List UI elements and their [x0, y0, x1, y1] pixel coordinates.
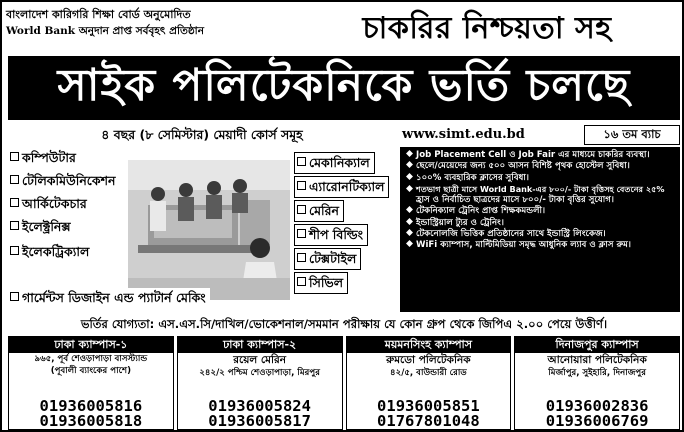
campus-mymensingh: [346, 336, 512, 430]
course-textile: টেক্সটাইল: [294, 248, 361, 270]
course-civil: সিভিল: [294, 272, 348, 294]
bullet-icon: [406, 150, 413, 157]
features-panel: [400, 147, 680, 312]
feature-item: টেকনিক্যাল ট্রেনিং প্রাপ্ত শিক্ষকমন্ডলী।: [406, 206, 676, 217]
checkbox-icon: [10, 198, 19, 207]
admission-banner: সাইক পলিটেকনিকে ভর্তি চলছে: [8, 56, 680, 120]
bullet-icon: [406, 218, 413, 225]
checkbox-icon: [10, 175, 19, 184]
campus-name: ঢাকা ক্যাম্পাস-২: [178, 337, 342, 353]
course-electronics: ইলেক্ট্রনিক্স: [8, 217, 75, 239]
course-duration-heading: ৪ বছর (৮ সেমিস্টার) মেয়াদী কোর্স সমূহ: [101, 127, 303, 142]
course-list: [8, 148, 396, 310]
course-aeronautical: এ্যারোনটিক্যাল: [294, 176, 389, 198]
campus-phone[interactable]: 01936005817: [208, 412, 311, 430]
admission-eligibility: ভর্তির যোগ্যতা: এস.এস.সি/দাখিল/ভোকেশনাল/সমমান পরীক্ষায় যে কোন গ্রুপ থেকে জিপিএ ২.০০ পেয়ে উত্তীর্ণ।: [80, 317, 608, 331]
checkbox-icon: [297, 205, 306, 214]
checkbox-icon: [10, 152, 19, 161]
feature-item: ছেলে/মেয়েদের জন্য ৫০০ আসন বিশিষ্ট পৃথক হোস্টেল সুবিধা।: [406, 161, 676, 172]
bullet-icon: [406, 185, 413, 192]
checkbox-icon: [297, 253, 306, 262]
world-bank-label: World Bank: [6, 25, 76, 37]
feature-item: WiFi ক্যাম্পাস, মাল্টিমিডিয়া সমৃদ্ধ আধুনিক ল্যাব ও ক্লাস রুম।: [406, 240, 676, 251]
course-marine: মেরিন: [294, 200, 344, 222]
website-batch-row: [400, 125, 680, 145]
website-link[interactable]: www.simt.edu.bd: [402, 127, 525, 142]
campus-phone[interactable]: 01936005816: [39, 397, 143, 415]
students-lab-illustration: [128, 160, 290, 300]
board-approval-block: [6, 6, 286, 44]
campus-phone[interactable]: 01936005824: [208, 397, 311, 415]
grant-text: অনুদান প্রাপ্ত সর্ববৃহৎ প্রতিষ্ঠান: [78, 25, 204, 37]
bullet-icon: [406, 240, 413, 247]
feature-item: শতভাগ ছাত্রী মাসে World Bank-এর ৮০০/- টাকা বৃত্তিসহ বেতনের ২৫%: [406, 184, 676, 195]
campus-dhaka-1: [8, 336, 174, 430]
checkbox-icon: [10, 221, 19, 230]
campus-address: মির্জাপুর, সুইহারি, দিনাজপুর: [548, 368, 646, 378]
checkbox-icon: [10, 246, 19, 255]
course-garments-design: গার্মেন্টস ডিজাইন এন্ড প্যাটার্ন মেকিং: [8, 288, 210, 310]
board-approval-text: বাংলাদেশ কারিগরি শিক্ষা বোর্ড অনুমোদিত: [6, 8, 191, 21]
campus-phone[interactable]: 01936005818: [39, 412, 143, 430]
campus-address: ৯৬৫, পূর্ব শেওড়াপাড়া বাসস্ট্যান্ড: [34, 354, 148, 364]
checkbox-icon: [10, 292, 19, 301]
course-mechanical: মেকানিক্যাল: [294, 152, 375, 174]
campus-phone[interactable]: 01936002836: [545, 397, 649, 415]
campus-phone[interactable]: 01936006769: [545, 412, 649, 430]
feature-item: টেকনোলজি ভিত্তিক প্রতিষ্ঠানের সাথে ইন্ডাস্ট্রি লিংকেজ।: [406, 229, 676, 240]
course-architecture: আর্কিটেকচার: [8, 194, 91, 216]
campus-address: ৪২/৫, বাউন্ডারী রোড: [390, 368, 467, 378]
checkbox-icon: [297, 229, 306, 238]
campus-name: ঢাকা ক্যাম্পাস-১: [9, 337, 173, 353]
campus-list: [8, 336, 680, 430]
course-ship-building: শীপ বিল্ডিং: [294, 224, 368, 246]
batch-badge: ১৬ তম ব্যাচ: [584, 125, 680, 145]
campus-name: ময়মনসিংহ ক্যাম্পাস: [347, 337, 511, 353]
feature-item: ইন্ডাস্ট্রিয়াল ট্যুর ও ট্রেনিং।: [406, 218, 676, 229]
course-telecommunication: টেলিকমিউনিকেশন: [8, 171, 119, 193]
campus-institute: রুমডো পলিটেকনিক: [386, 354, 471, 366]
campus-address-note: (পূবালী ব্যাংকের পাশে): [50, 366, 132, 376]
campus-dhaka-2: [177, 336, 343, 430]
course-electrical: ইলেকট্রিক্যাল: [8, 242, 93, 264]
campus-phone[interactable]: 01767801048: [377, 412, 480, 430]
checkbox-icon: [297, 181, 306, 190]
job-guarantee-tagline: চাকরির নিশ্চয়তা সহ: [362, 10, 612, 46]
bullet-icon: [406, 207, 413, 214]
campus-institute: রয়েল মেরিন: [233, 354, 287, 366]
bullet-icon: [406, 161, 413, 168]
campus-institute: আনোয়ারা পলিটেকনিক: [547, 354, 647, 366]
course-computer: কম্পিউটার: [8, 148, 80, 170]
checkbox-icon: [297, 157, 306, 166]
campus-name: দিনাজপুর ক্যাম্পাস: [515, 337, 679, 353]
students-lab-photo: [128, 160, 290, 300]
feature-item: Job Placement Cell ও Job Fair এর মাধ্যমে চাকরির ব্যবস্থা।: [406, 150, 676, 161]
bullet-icon: [406, 229, 413, 236]
feature-item: ১০০% ব্যবহারিক ক্লাসের সুবিধা।: [406, 173, 676, 184]
checkbox-icon: [297, 277, 306, 286]
feature-item-continued: হ্রাস ও নির্বাচিত ছাত্রদের মাসে ৮০০/- টাকা বৃত্তির সুযোগ।: [416, 195, 614, 206]
campus-phone[interactable]: 01936005851: [377, 397, 480, 415]
campus-dinajpur: [514, 336, 680, 430]
bullet-icon: [406, 173, 413, 180]
campus-address: ২৪২/২ পশ্চিম শেওড়াপাড়া, মিরপুর: [199, 368, 320, 378]
world-bank-grant-text: [6, 23, 286, 40]
